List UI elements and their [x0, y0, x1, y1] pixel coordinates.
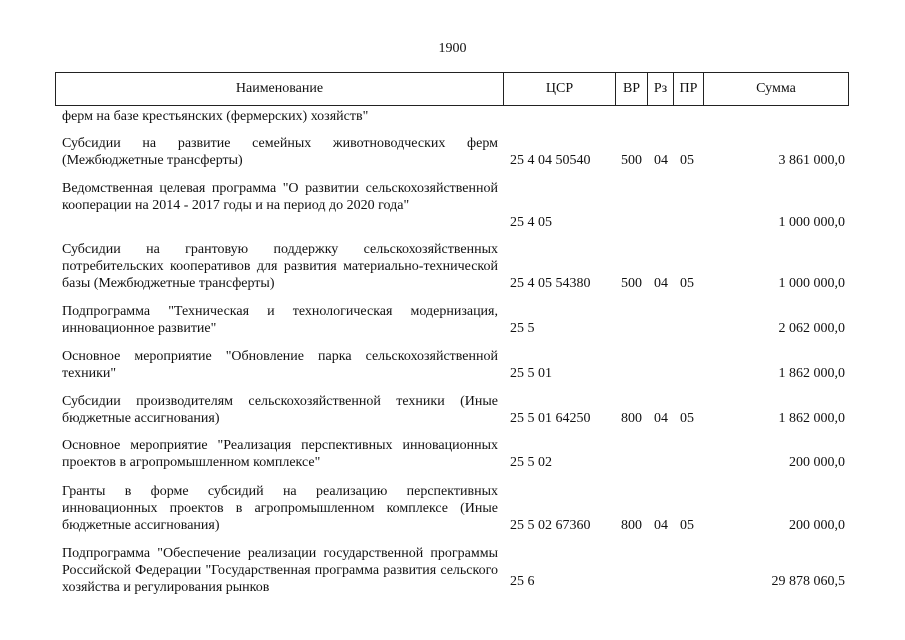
- row-sum: 1 000 000,0: [778, 276, 845, 291]
- row-rz: 04: [654, 276, 668, 291]
- row-name: Подпрограмма "Обеспечение реализации государственной программы Российской Федерации "Государственная программа развития сельского хозяйства и регулирования рынков: [62, 546, 498, 595]
- row-csr: 25 5 02: [510, 455, 552, 470]
- table-row: [0, 134, 905, 170]
- table-header: [55, 72, 849, 106]
- table-row: [0, 545, 905, 599]
- table-row: [0, 241, 905, 295]
- table-row: [0, 483, 905, 537]
- row-name: Основное мероприятие "Реализация перспективных инновационных проектов в агропромышленном комплексе": [62, 438, 498, 470]
- table-row: [0, 303, 905, 339]
- row-name: Субсидии производителям сельскохозяйственной техники (Иные бюджетные ассигнования): [62, 394, 498, 426]
- header-name: Наименование: [56, 73, 504, 105]
- row-rz: 04: [654, 153, 668, 168]
- table-row: [0, 393, 905, 429]
- page-number: 1900: [438, 41, 467, 56]
- header-rz: Рз: [648, 73, 674, 105]
- row-pr: 05: [680, 153, 694, 168]
- row-csr: 25 5 01 64250: [510, 411, 591, 426]
- table-row: [0, 348, 905, 384]
- row-csr: 25 5 02 67360: [510, 518, 591, 533]
- row-vr: 500: [621, 153, 642, 168]
- row-csr: 25 4 05 54380: [510, 276, 591, 291]
- row-csr: 25 4 05: [510, 215, 552, 230]
- row-csr: 25 4 04 50540: [510, 153, 591, 168]
- row-name: Ведомственная целевая программа "О развитии сельскохозяйственной кооперации на 2014 - 2017 годы и на период до 2020 года": [62, 181, 498, 213]
- row-name: Субсидии на грантовую поддержку сельскохозяйственных потребительских кооперативов для развития материально-технической базы (Межбюджетные трансферты): [62, 242, 498, 291]
- row-pr: 05: [680, 276, 694, 291]
- row-sum: 2 062 000,0: [778, 321, 845, 336]
- row-pr: 05: [680, 518, 694, 533]
- header-vr: ВР: [616, 73, 648, 105]
- row-vr: 800: [621, 518, 642, 533]
- row-name: Гранты в форме субсидий на реализацию перспективных инновационных проектов в агропромышленном комплексе (Иные бюджетные ассигнования): [62, 484, 498, 533]
- header-pr: ПР: [674, 73, 704, 105]
- row-vr: 800: [621, 411, 642, 426]
- row-rz: 04: [654, 518, 668, 533]
- row-name: Субсидии на развитие семейных животноводческих ферм (Межбюджетные трансферты): [62, 136, 498, 168]
- row-rz: 04: [654, 411, 668, 426]
- row-sum: 1 000 000,0: [778, 215, 845, 230]
- row-name: ферм на базе крестьянских (фермерских) хозяйств": [62, 109, 369, 124]
- row-name: Подпрограмма "Техническая и технологическая модернизация, инновационное развитие": [62, 304, 498, 336]
- row-csr: 25 5 01: [510, 366, 552, 381]
- row-sum: 1 862 000,0: [778, 366, 845, 381]
- row-sum: 3 861 000,0: [778, 153, 845, 168]
- table-row: [0, 437, 905, 473]
- row-csr: 25 5: [510, 321, 535, 336]
- row-sum: 200 000,0: [789, 518, 845, 533]
- header-sum: Сумма: [756, 81, 796, 96]
- row-sum: 29 878 060,5: [771, 574, 845, 589]
- row-vr: 500: [621, 276, 642, 291]
- header-csr: ЦСР: [504, 73, 616, 105]
- row-pr: 05: [680, 411, 694, 426]
- row-name: Основное мероприятие "Обновление парка сельскохозяйственной техники": [62, 349, 498, 381]
- table-row: [0, 108, 905, 128]
- row-csr: 25 6: [510, 574, 535, 589]
- row-sum: 200 000,0: [789, 455, 845, 470]
- table-row: [0, 180, 905, 234]
- row-sum: 1 862 000,0: [778, 411, 845, 426]
